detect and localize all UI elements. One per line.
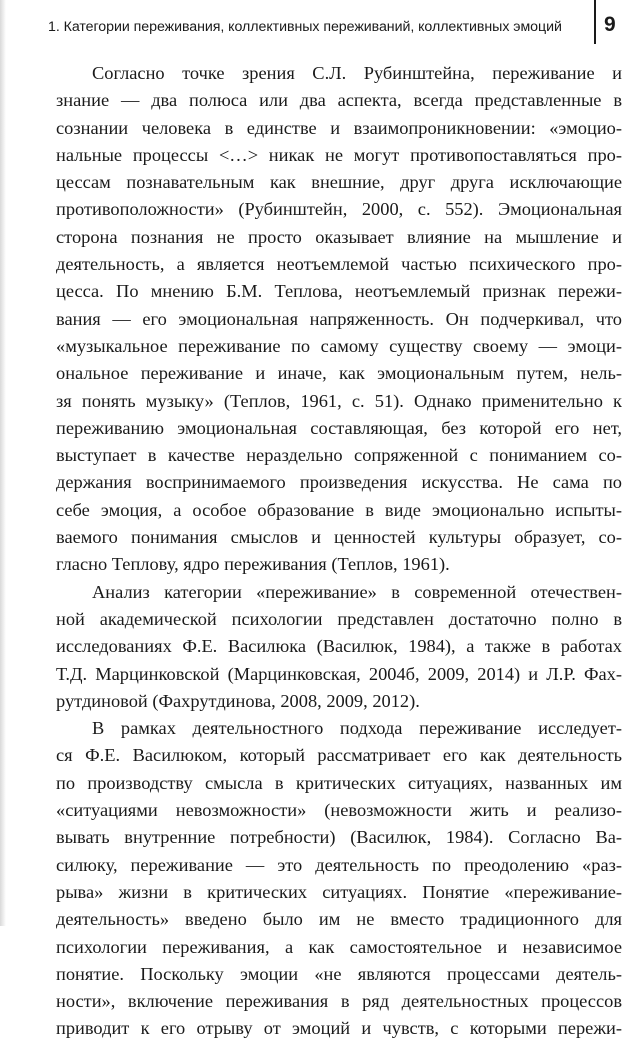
running-header-title: 1. Категории переживания, коллективных переживаний, коллективных эмоций	[48, 19, 562, 35]
header-divider	[594, 0, 596, 44]
text-line: приводит к его отрыву от эмоций и чувств, с которыми пережи-	[56, 1018, 622, 1039]
running-header	[0, 0, 628, 44]
text-line: противоположности» (Рубинштейн, 2000, с. 552). Эмоциональная	[56, 199, 622, 220]
text-line: В рамках деятельностного подхода переживание исследует-	[92, 718, 622, 739]
text-line: цесса. По мнению Б.М. Теплова, неотъемлемый признак пережи-	[56, 281, 622, 302]
text-line: знание — два полюса или два аспекта, всегда представленные в	[56, 90, 622, 111]
text-line: зя понять музыку» (Теплов, 1961, с. 51). Однако применительно к	[56, 390, 622, 411]
text-line: ся Ф.Е. Василюком, который рассматривает его как деятельность	[56, 745, 622, 766]
body-text	[56, 60, 622, 1043]
text-line: цессам познавательным как внешние, друг друга исключающие	[56, 172, 622, 193]
text-line: себе эмоция, а особое образование в виде эмоционально испыты-	[56, 499, 622, 520]
text-line: понятие. Поскольку эмоции «не являются процессами деятель-	[56, 963, 622, 984]
text-line: «ситуациями невозможности» (невозможности жить и реализо-	[56, 800, 622, 821]
text-line: держания воспринимаемого произведения искусства. Не сама по	[56, 472, 622, 493]
text-line: психологии переживания, а как самостоятельное и независимое	[56, 936, 622, 957]
text-line: вания — его эмоциональная напряженность. Он подчеркивал, что	[56, 308, 622, 329]
text-line: силюку, переживание — это деятельность по преодолению «раз-	[56, 854, 622, 875]
text-line: Согласно точке зрения С.Л. Рубинштейна, переживание и	[92, 63, 622, 83]
text-line: исследованиях Ф.Е. Василюка (Василюк, 1984), а также в работах	[56, 636, 622, 657]
paragraph-3	[56, 715, 622, 1043]
text-line: ной академической психологии представлен достаточно полно в	[56, 608, 622, 629]
text-line: Анализ категории «переживание» в современной отечествен-	[92, 581, 622, 602]
text-line: вывать внутренние потребности) (Василюк, 1984). Согласно Ва-	[56, 827, 622, 848]
text-line: сторона познания не просто оказывает влияние на мышление и	[56, 226, 622, 247]
paragraph-1	[56, 60, 622, 579]
text-line: Т.Д. Марцинковской (Марцинковская, 2004б, 2009, 2014) и Л.Р. Фах-	[56, 663, 622, 684]
text-line: ности», включение переживания в ряд деятельностных процессов	[56, 991, 622, 1012]
text-line: выступает в качестве нераздельно сопряженной с пониманием со-	[56, 445, 622, 466]
text-line: ональное переживание и иначе, как эмоциональным путем, нель-	[56, 363, 622, 384]
text-line: нальные процессы <…> никак не могут противопоставляться про-	[56, 144, 622, 165]
text-line: деятельность» введено было им не вместо традиционного для	[56, 909, 622, 930]
page-edge-shadow	[0, 0, 6, 926]
page-number: 9	[604, 13, 616, 36]
text-line: рыва» жизни в критических ситуациях. Понятие «переживание-	[56, 881, 622, 902]
paragraph-2	[56, 579, 622, 715]
text-line: деятельность, а является неотъемлемой частью психического про-	[56, 254, 622, 275]
text-line: гласно Теплову, ядро переживания (Теплов, 1961).	[56, 554, 450, 575]
text-line: переживанию эмоциональная составляющая, без которой его нет,	[56, 417, 622, 438]
text-line: сознании человека в единстве и взаимопроникновении: «эмоцио-	[56, 117, 622, 138]
text-line: по производству смысла в критических ситуациях, названных им	[56, 772, 622, 793]
text-line: рутдиновой (Фахрутдинова, 2008, 2009, 2012).	[56, 690, 420, 711]
text-line: ваемого понимания смыслов и ценностей культуры образует, со-	[56, 527, 622, 548]
text-line: «музыкальное переживание по самому существу своему — эмоци-	[56, 335, 622, 356]
